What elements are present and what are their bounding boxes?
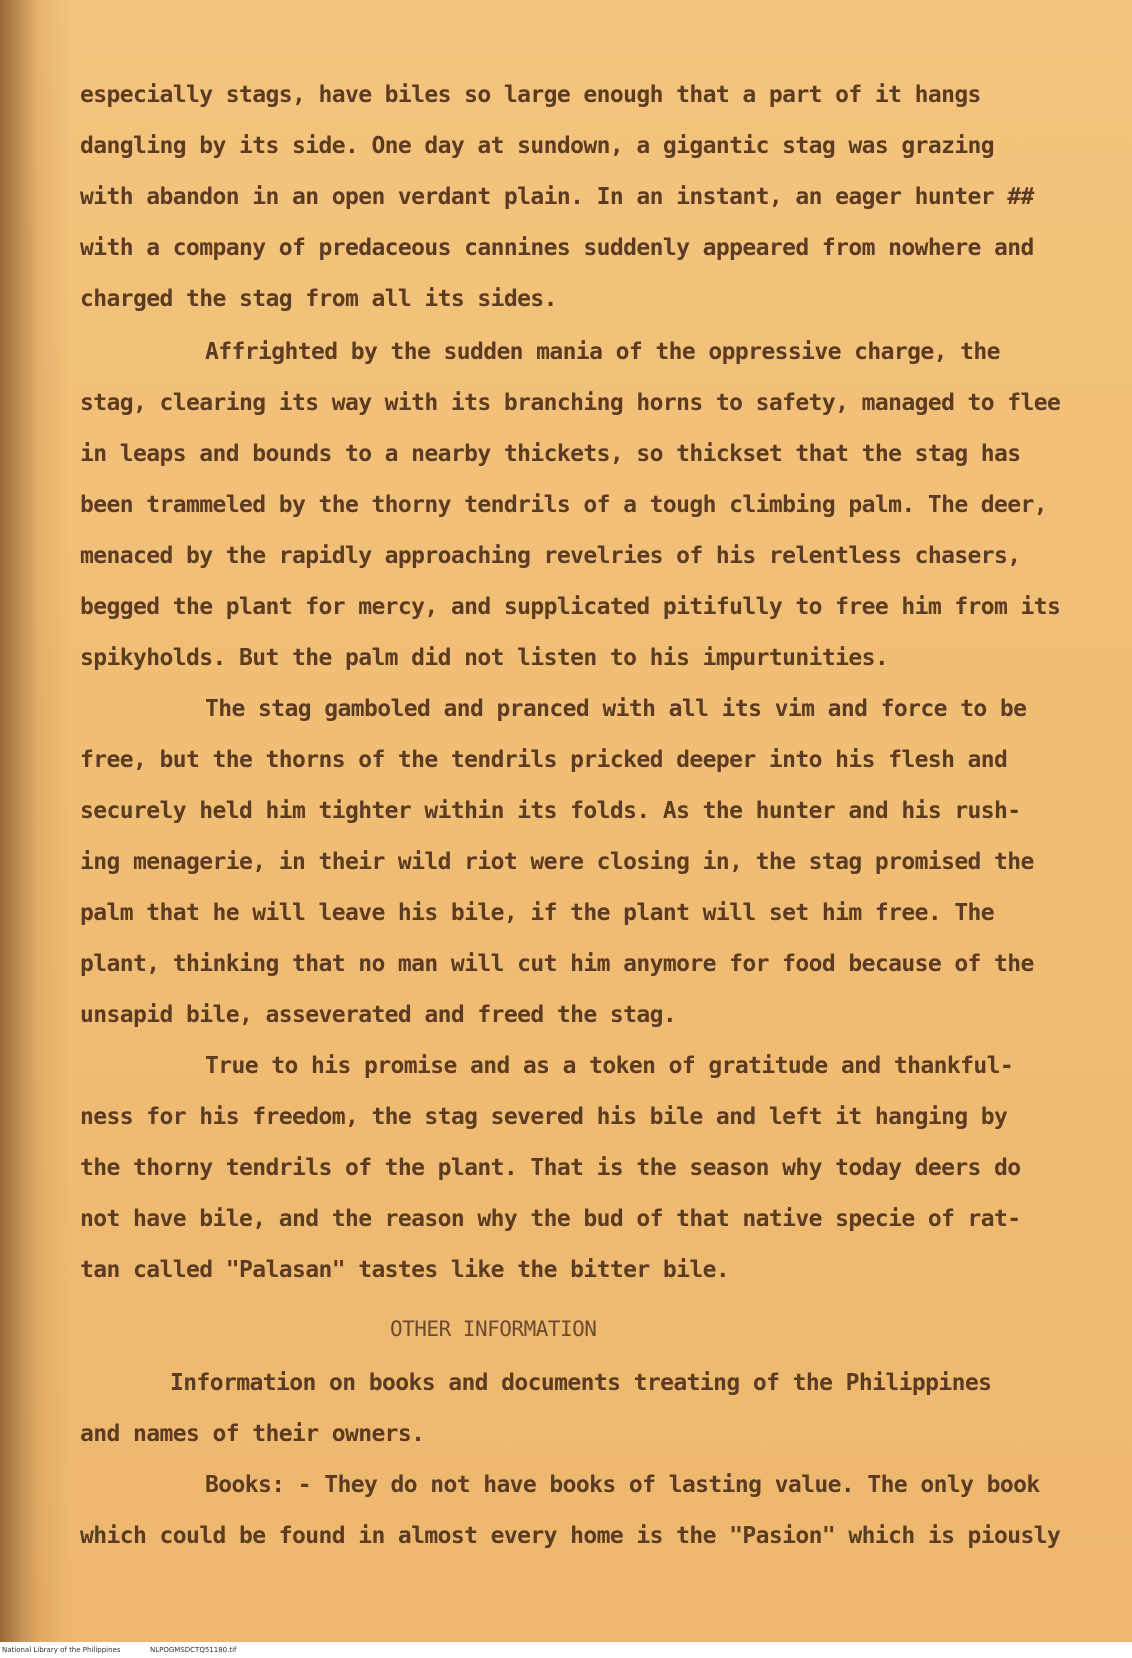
text-line: free, but the thorns of the tendrils pricked deeper into his flesh and <box>80 747 1008 773</box>
text-line: ing menagerie, in their wild riot were closing in, the stag promised the <box>80 849 1034 875</box>
footer-file-name: NLPOGMSDCTQ51180.tif <box>150 1646 237 1654</box>
text-line: with a company of predaceous cannines suddenly appeared from nowhere and <box>80 235 1034 261</box>
text-line: ness for his freedom, the stag severed his bile and left it hanging by <box>80 1104 1008 1130</box>
text-line: The stag gamboled and pranced with all its vim and force to be <box>205 696 1027 722</box>
text-line: dangling by its side. One day at sundown, a gigantic stag was grazing <box>80 133 995 159</box>
text-line: Information on books and documents treating of the Philippines <box>170 1370 992 1396</box>
text-line: in leaps and bounds to a nearby thickets, so thickset that the stag has <box>80 441 1021 467</box>
text-line: unsapid bile, asseverated and freed the stag. <box>80 1002 677 1028</box>
text-line: stag, clearing its way with its branching horns to safety, managed to flee <box>80 390 1061 416</box>
text-line: plant, thinking that no man will cut him anymore for food because of the <box>80 951 1034 977</box>
text-line: the thorny tendrils of the plant. That is the season why today deers do <box>80 1155 1021 1181</box>
book-spine-shadow <box>0 0 38 1642</box>
text-line: palm that he will leave his bile, if the plant will set him free. The <box>80 900 995 926</box>
text-line: spikyholds. But the palm did not listen to his impurtunities. <box>80 645 889 671</box>
text-line: True to his promise and as a token of gratitude and thankful- <box>205 1053 1014 1079</box>
text-line: securely held him tighter within its folds. As the hunter and his rush- <box>80 798 1021 824</box>
text-line: Affrighted by the sudden mania of the oppressive charge, the <box>205 339 1000 365</box>
text-line: begged the plant for mercy, and supplicated pitifully to free him from its <box>80 594 1061 620</box>
text-line: with abandon in an open verdant plain. In an instant, an eager hunter ## <box>80 184 1034 210</box>
footer-library-name: National Library of the Philippines <box>2 1646 121 1654</box>
text-line: menaced by the rapidly approaching revelries of his relentless chasers, <box>80 543 1021 569</box>
text-line: Books: - They do not have books of lasting value. The only book <box>205 1472 1040 1498</box>
section-heading: OTHER INFORMATION <box>390 1317 597 1341</box>
scan-footer <box>0 1642 1132 1658</box>
text-line: not have bile, and the reason why the bud of that native specie of rat- <box>80 1206 1021 1232</box>
text-line: which could be found in almost every home is the "Pasion" which is piously <box>80 1523 1061 1549</box>
text-line: especially stags, have biles so large enough that a part of it hangs <box>80 82 981 108</box>
text-line: tan called "Palasan" tastes like the bitter bile. <box>80 1257 730 1283</box>
text-line: and names of their owners. <box>80 1421 425 1447</box>
text-line: been trammeled by the thorny tendrils of a tough climbing palm. The deer, <box>80 492 1048 518</box>
text-line: charged the stag from all its sides. <box>80 286 557 312</box>
